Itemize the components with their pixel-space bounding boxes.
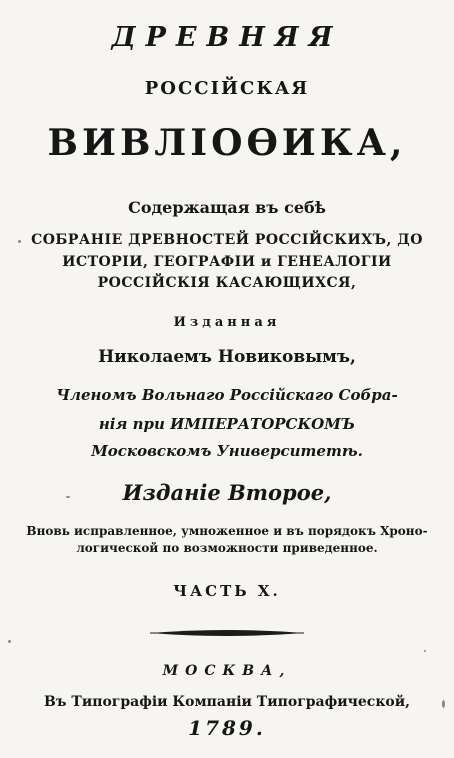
title-line-3: ВИВЛІОѲИКА,	[47, 122, 407, 164]
contents-line-1: СОБРАНІЕ ДРЕВНОСТЕЙ РОССІЙСКИХЪ, ДО	[31, 232, 423, 248]
title-line-2: РОССІЙСКАЯ	[144, 78, 310, 99]
edition-note-line-1: Вновь исправленное, умноженное и въ порядокъ Хроно-	[26, 524, 428, 538]
paper-speck	[66, 496, 70, 498]
contents-line-2: ИСТОРІИ, ГЕОГРАФІИ и ГЕНЕАЛОГІИ	[62, 254, 392, 270]
city-label: МОСКВА,	[162, 663, 292, 679]
ornamental-rule-graphic	[0, 625, 454, 641]
member-line-2: нія при ИМПЕРАТОРСКОМЪ	[98, 415, 356, 433]
published-label: Изданная	[173, 315, 281, 330]
edition-label: Изданіе Второе,	[122, 480, 332, 505]
paper-speck	[442, 700, 445, 708]
member-line-3: Московскомъ Университетѣ.	[91, 442, 363, 460]
paper-speck	[18, 240, 21, 243]
member-line-1: Членомъ Вольнаго Россійскаго Собра-	[56, 386, 398, 404]
contents-line-3: РОССІЙСКІЯ КАСАЮЩИХСЯ,	[97, 275, 357, 291]
publisher-name: Николаемъ Новиковымъ,	[98, 347, 356, 367]
paper-speck	[8, 640, 11, 643]
part-label: ЧАСТЬ Х.	[173, 582, 281, 600]
title-line-1: ДРЕВНЯЯ	[111, 22, 343, 53]
edition-note-line-2: логической по возможности приведенное.	[76, 541, 378, 555]
year-label: 1789.	[188, 716, 266, 740]
subtitle: Содержащая въ себѣ	[128, 198, 326, 217]
paper-speck	[424, 650, 426, 652]
press-label: Въ Типографіи Компаніи Типографической,	[43, 694, 411, 710]
ornamental-rule	[0, 625, 454, 641]
